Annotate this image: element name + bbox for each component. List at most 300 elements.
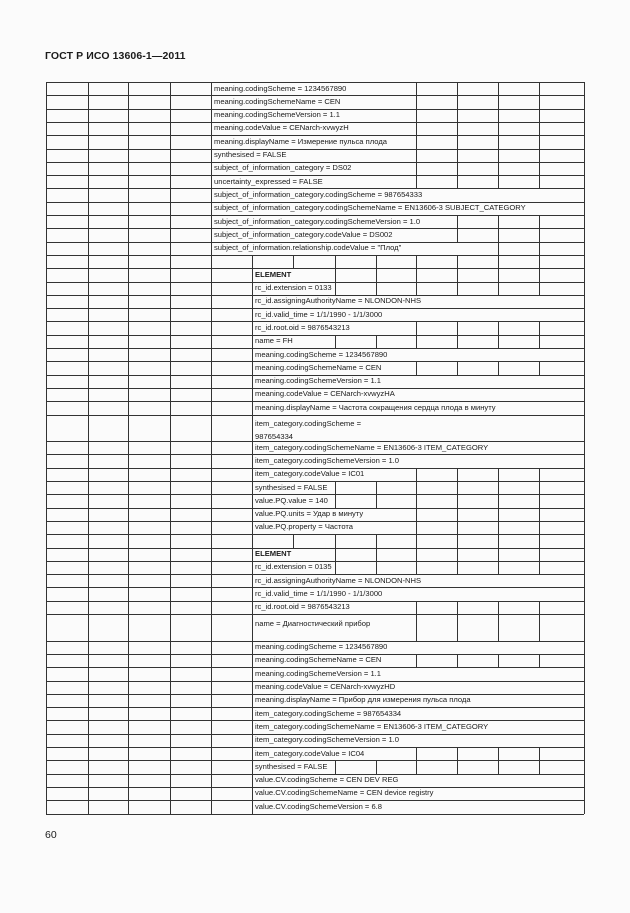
table-cell: meaning.codingSchemeName = CEN xyxy=(255,362,382,372)
column-divider xyxy=(211,601,212,615)
column-divider xyxy=(128,95,129,109)
table-border xyxy=(46,481,47,495)
column-divider xyxy=(416,534,417,548)
table-border xyxy=(46,348,47,362)
column-divider xyxy=(88,202,89,216)
table-border xyxy=(584,109,585,123)
table-border xyxy=(46,335,47,349)
table-cell: meaning.codeValue = CENarch-xvwyzHD xyxy=(255,682,396,691)
column-divider xyxy=(170,215,171,229)
table-border xyxy=(584,282,585,296)
column-divider xyxy=(416,521,417,535)
column-divider xyxy=(88,494,89,508)
column-divider xyxy=(335,481,336,495)
column-divider xyxy=(128,494,129,508)
column-divider xyxy=(335,268,336,282)
table-cell: meaning.displayName = Прибор для измерения пульса плода xyxy=(255,695,471,705)
column-divider xyxy=(88,109,89,123)
table-border xyxy=(46,707,47,721)
column-divider xyxy=(128,667,129,681)
column-divider xyxy=(498,109,499,123)
table-border xyxy=(584,774,585,788)
column-divider xyxy=(170,242,171,256)
table-border xyxy=(584,401,585,415)
table-cell: rc_id.assigningAuthorityName = NLONDON-NHS xyxy=(255,575,422,585)
column-divider xyxy=(335,255,336,269)
column-divider xyxy=(88,268,89,282)
column-divider xyxy=(128,348,129,362)
column-divider xyxy=(170,720,171,734)
column-divider xyxy=(128,202,129,216)
table-border xyxy=(584,587,585,601)
column-divider xyxy=(457,268,458,282)
table-cell: meaning.codingScheme = 1234567890 xyxy=(255,642,388,652)
table-cell: value.PQ.units = Удар в минуту xyxy=(255,509,364,519)
column-divider xyxy=(88,614,89,642)
column-divider xyxy=(128,787,129,801)
table-border xyxy=(584,508,585,522)
column-divider xyxy=(457,601,458,615)
column-divider xyxy=(88,175,89,189)
table-border xyxy=(584,720,585,734)
column-divider xyxy=(170,494,171,508)
column-divider xyxy=(88,162,89,176)
column-divider xyxy=(128,109,129,123)
column-divider xyxy=(211,441,212,455)
table-border xyxy=(46,667,47,681)
column-divider xyxy=(539,494,540,508)
table-cell: item_category.codingSchemeName = EN13606-3 ITEM_CATEGORY xyxy=(255,721,489,731)
column-divider xyxy=(88,760,89,774)
column-divider xyxy=(128,375,129,389)
table-border xyxy=(46,361,47,375)
column-divider xyxy=(416,468,417,482)
column-divider xyxy=(211,348,212,362)
table-cell: meaning.codingSchemeVersion = 1.1 xyxy=(255,376,382,386)
column-divider xyxy=(128,548,129,562)
column-divider xyxy=(211,481,212,495)
column-divider xyxy=(376,760,377,774)
table-border xyxy=(584,468,585,482)
column-divider xyxy=(88,242,89,256)
table-cell: item_category.codingSchemeVersion = 1.0 xyxy=(255,735,400,745)
column-divider xyxy=(170,348,171,362)
document-header: ГОСТ Р ИСО 13606-1—2011 xyxy=(45,50,186,62)
column-divider xyxy=(211,707,212,721)
column-divider xyxy=(170,787,171,801)
table-border xyxy=(584,308,585,322)
table-border xyxy=(46,521,47,535)
table-border xyxy=(584,361,585,375)
column-divider xyxy=(498,135,499,149)
column-divider xyxy=(498,149,499,163)
table-border xyxy=(46,734,47,748)
table-cell: value.CV.codingSchemeVersion = 6.8 xyxy=(255,801,382,811)
table-cell: subject_of_information_category.codingSchemeName = EN13606-3 SUBJECT_CATEGORY xyxy=(214,203,526,213)
column-divider xyxy=(539,481,540,495)
column-divider xyxy=(170,361,171,375)
column-divider xyxy=(128,321,129,335)
column-divider xyxy=(498,760,499,774)
column-divider xyxy=(211,720,212,734)
column-divider xyxy=(539,614,540,642)
column-divider xyxy=(498,654,499,668)
column-divider xyxy=(88,95,89,109)
column-divider xyxy=(170,202,171,216)
table-cell: meaning.codingSchemeName = CEN xyxy=(214,96,341,106)
table-cell: meaning.codingScheme = 1234567890 xyxy=(214,83,347,93)
column-divider xyxy=(416,255,417,269)
column-divider xyxy=(128,441,129,455)
column-divider xyxy=(170,162,171,176)
column-divider xyxy=(170,747,171,761)
table-border xyxy=(46,614,47,642)
column-divider xyxy=(211,388,212,402)
column-divider xyxy=(170,441,171,455)
column-divider xyxy=(88,468,89,482)
column-divider xyxy=(539,321,540,335)
table-border xyxy=(584,548,585,562)
column-divider xyxy=(539,175,540,189)
column-divider xyxy=(498,122,499,136)
table-border xyxy=(46,268,47,282)
column-divider xyxy=(128,295,129,309)
table-border xyxy=(46,202,47,216)
column-divider xyxy=(457,561,458,575)
column-divider xyxy=(170,587,171,601)
column-divider xyxy=(88,774,89,788)
table-cell: meaning.codingSchemeVersion = 1.1 xyxy=(255,668,382,678)
table-border xyxy=(584,601,585,615)
column-divider xyxy=(335,534,336,548)
column-divider xyxy=(457,149,458,163)
column-divider xyxy=(88,375,89,389)
table-border xyxy=(584,228,585,242)
column-divider xyxy=(539,162,540,176)
column-divider xyxy=(170,282,171,296)
column-divider xyxy=(539,109,540,123)
column-divider xyxy=(128,614,129,642)
column-divider xyxy=(170,149,171,163)
column-divider xyxy=(88,601,89,615)
column-divider xyxy=(170,109,171,123)
column-divider xyxy=(88,215,89,229)
table-cell: subject_of_information_category.codeValue = DS002 xyxy=(214,229,393,239)
column-divider xyxy=(211,268,212,282)
column-divider xyxy=(88,282,89,296)
column-divider xyxy=(128,122,129,136)
column-divider xyxy=(128,255,129,269)
table-border xyxy=(46,587,47,601)
column-divider xyxy=(170,135,171,149)
column-divider xyxy=(88,734,89,748)
column-divider xyxy=(457,534,458,548)
column-divider xyxy=(88,122,89,136)
table-border xyxy=(584,747,585,761)
column-divider xyxy=(457,321,458,335)
column-divider xyxy=(88,441,89,455)
table-border xyxy=(584,135,585,149)
table-border xyxy=(584,441,585,455)
table-border xyxy=(584,188,585,202)
column-divider xyxy=(211,787,212,801)
column-divider xyxy=(88,667,89,681)
table-border xyxy=(46,95,47,109)
table-cell: subject_of_information_category = DS02 xyxy=(214,163,352,173)
column-divider xyxy=(416,548,417,562)
column-divider xyxy=(128,82,129,96)
column-divider xyxy=(128,654,129,668)
element-heading: ELEMENT xyxy=(255,549,292,558)
table-border xyxy=(584,175,585,189)
table-border xyxy=(46,82,47,96)
table-border xyxy=(584,202,585,216)
column-divider xyxy=(170,521,171,535)
column-divider xyxy=(498,534,499,548)
column-divider xyxy=(416,561,417,575)
column-divider xyxy=(128,215,129,229)
column-divider xyxy=(88,415,89,443)
table-cell: rc_id.root.oid = 9876543213 xyxy=(255,602,350,612)
column-divider xyxy=(211,401,212,415)
table-border xyxy=(584,694,585,708)
column-divider xyxy=(416,654,417,668)
table-border xyxy=(584,415,585,443)
column-divider xyxy=(170,800,171,814)
column-divider xyxy=(376,282,377,296)
table-border xyxy=(46,548,47,562)
column-divider xyxy=(88,787,89,801)
column-divider xyxy=(498,601,499,615)
column-divider xyxy=(170,641,171,655)
column-divider xyxy=(170,188,171,202)
column-divider xyxy=(416,282,417,296)
column-divider xyxy=(457,135,458,149)
column-divider xyxy=(170,268,171,282)
column-divider xyxy=(128,282,129,296)
column-divider xyxy=(416,361,417,375)
table-border xyxy=(584,348,585,362)
table-border xyxy=(584,654,585,668)
table-cell: rc_id.valid_time = 1/1/1990 - 1/1/3000 xyxy=(255,588,383,598)
column-divider xyxy=(498,268,499,282)
column-divider xyxy=(128,454,129,468)
column-divider xyxy=(88,707,89,721)
column-divider xyxy=(128,335,129,349)
column-divider xyxy=(457,654,458,668)
column-divider xyxy=(128,268,129,282)
column-divider xyxy=(170,774,171,788)
column-divider xyxy=(128,162,129,176)
table-border xyxy=(46,282,47,296)
table-cell: uncertainty_expressed = FALSE xyxy=(214,176,323,186)
column-divider xyxy=(457,548,458,562)
table-border xyxy=(584,641,585,655)
table-border xyxy=(46,135,47,149)
column-divider xyxy=(416,122,417,136)
table-border xyxy=(46,534,47,548)
column-divider xyxy=(457,494,458,508)
column-divider xyxy=(211,361,212,375)
column-divider xyxy=(457,760,458,774)
column-divider xyxy=(252,534,253,548)
table-cell: synthesised = FALSE xyxy=(255,761,328,771)
table-cell: meaning.codingScheme = 1234567890 xyxy=(255,349,388,359)
table-cell: synthesised = FALSE xyxy=(214,150,287,159)
column-divider xyxy=(211,734,212,748)
column-divider xyxy=(498,508,499,522)
column-divider xyxy=(335,282,336,296)
table-border xyxy=(584,242,585,256)
column-divider xyxy=(498,494,499,508)
table-border xyxy=(46,415,47,443)
column-divider xyxy=(376,481,377,495)
column-divider xyxy=(498,561,499,575)
table-border xyxy=(584,734,585,748)
table-border xyxy=(584,534,585,548)
column-divider xyxy=(128,720,129,734)
column-divider xyxy=(416,508,417,522)
column-divider xyxy=(211,321,212,335)
table-border xyxy=(46,800,47,814)
column-divider xyxy=(170,667,171,681)
table-cell: meaning.codeValue = CENarch-xvwyzH xyxy=(214,123,349,133)
column-divider xyxy=(498,468,499,482)
column-divider xyxy=(88,388,89,402)
column-divider xyxy=(376,548,377,562)
column-divider xyxy=(416,321,417,335)
table-cell: subject_of_information.relationship.codeValue = "Плод" xyxy=(214,243,402,253)
column-divider xyxy=(539,122,540,136)
table-cell: meaning.codingSchemeVersion = 1.1 xyxy=(214,110,341,120)
column-divider xyxy=(416,335,417,349)
column-divider xyxy=(457,335,458,349)
column-divider xyxy=(416,82,417,96)
column-divider xyxy=(416,747,417,761)
table-border xyxy=(46,601,47,615)
column-divider xyxy=(211,800,212,814)
column-divider xyxy=(170,95,171,109)
table-cell: rc_id.extension = 0133 xyxy=(255,283,332,292)
table-border xyxy=(584,95,585,109)
column-divider xyxy=(335,335,336,349)
table-cell: rc_id.extension = 0135 xyxy=(255,562,332,572)
table-border xyxy=(584,787,585,801)
table-cell: item_category.codingScheme = 987654334 xyxy=(255,419,362,441)
table-border xyxy=(584,574,585,588)
column-divider xyxy=(128,468,129,482)
column-divider xyxy=(457,82,458,96)
column-divider xyxy=(88,641,89,655)
column-divider xyxy=(539,747,540,761)
column-divider xyxy=(416,481,417,495)
column-divider xyxy=(498,95,499,109)
column-divider xyxy=(498,548,499,562)
column-divider xyxy=(128,188,129,202)
table-border xyxy=(584,707,585,721)
column-divider xyxy=(376,335,377,349)
column-divider xyxy=(539,95,540,109)
column-divider xyxy=(498,521,499,535)
column-divider xyxy=(211,375,212,389)
column-divider xyxy=(539,534,540,548)
column-divider xyxy=(128,175,129,189)
column-divider xyxy=(211,454,212,468)
column-divider xyxy=(128,308,129,322)
column-divider xyxy=(539,215,540,229)
column-divider xyxy=(211,667,212,681)
column-divider xyxy=(211,574,212,588)
column-divider xyxy=(539,601,540,615)
column-divider xyxy=(88,481,89,495)
table-border xyxy=(46,787,47,801)
column-divider xyxy=(128,601,129,615)
column-divider xyxy=(457,162,458,176)
column-divider xyxy=(170,295,171,309)
column-divider xyxy=(498,175,499,189)
table-border xyxy=(584,388,585,402)
column-divider xyxy=(457,255,458,269)
column-divider xyxy=(170,401,171,415)
table-border xyxy=(46,774,47,788)
column-divider xyxy=(252,255,253,269)
column-divider xyxy=(170,228,171,242)
column-divider xyxy=(170,508,171,522)
column-divider xyxy=(416,95,417,109)
table-border xyxy=(584,375,585,389)
column-divider xyxy=(211,587,212,601)
column-divider xyxy=(170,335,171,349)
column-divider xyxy=(416,614,417,642)
column-divider xyxy=(457,282,458,296)
column-divider xyxy=(376,255,377,269)
column-divider xyxy=(128,587,129,601)
table-border xyxy=(46,494,47,508)
column-divider xyxy=(88,335,89,349)
table-border xyxy=(46,441,47,455)
column-divider xyxy=(128,734,129,748)
column-divider xyxy=(128,694,129,708)
table-border xyxy=(46,295,47,309)
column-divider xyxy=(88,747,89,761)
column-divider xyxy=(88,82,89,96)
table-border xyxy=(46,321,47,335)
column-divider xyxy=(211,760,212,774)
column-divider xyxy=(88,135,89,149)
column-divider xyxy=(170,375,171,389)
column-divider xyxy=(498,228,499,242)
column-divider xyxy=(128,149,129,163)
column-divider xyxy=(88,401,89,415)
column-divider xyxy=(88,694,89,708)
column-divider xyxy=(376,494,377,508)
column-divider xyxy=(457,747,458,761)
column-divider xyxy=(457,521,458,535)
column-divider xyxy=(376,534,377,548)
table-border xyxy=(46,468,47,482)
column-divider xyxy=(170,415,171,443)
table-border xyxy=(46,175,47,189)
table-border xyxy=(46,149,47,163)
column-divider xyxy=(335,548,336,562)
column-divider xyxy=(539,468,540,482)
column-divider xyxy=(211,681,212,695)
column-divider xyxy=(498,481,499,495)
table-border xyxy=(46,188,47,202)
column-divider xyxy=(211,468,212,482)
column-divider xyxy=(128,681,129,695)
column-divider xyxy=(335,760,336,774)
